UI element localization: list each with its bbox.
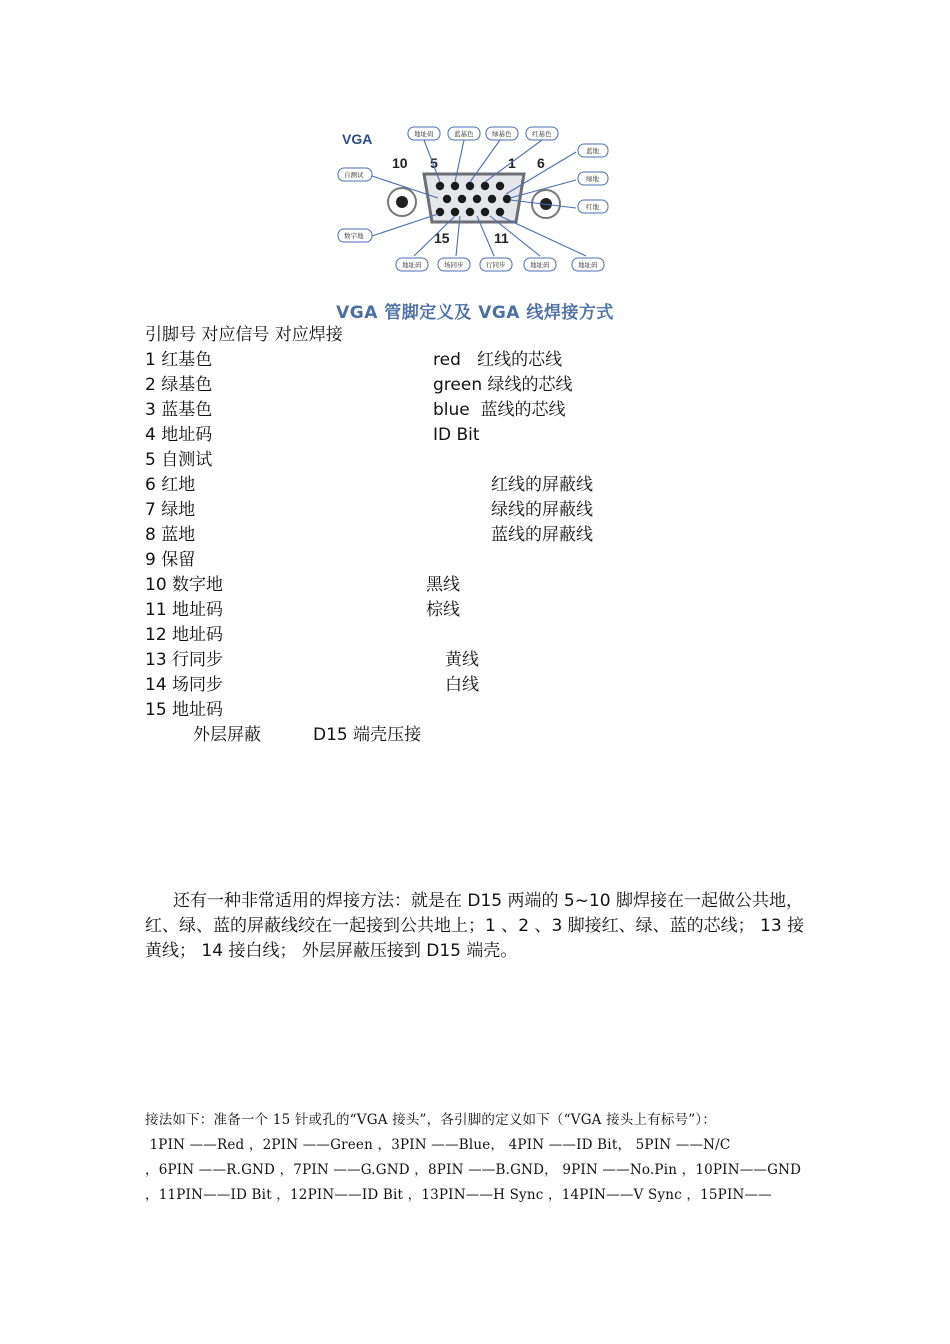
pin-number-label: 5 (430, 155, 438, 171)
vga-connector-diagram (334, 122, 614, 277)
pin-number-label: 15 (434, 230, 450, 246)
screw-left-icon (388, 188, 416, 216)
table-row-signal: 10 数字地 (145, 575, 224, 595)
diagram-label: 绿地 (586, 175, 599, 183)
table-row-signal: 4 地址码 (145, 425, 213, 445)
diagram-label: 地址码 (414, 130, 434, 138)
table-row-wire: 黄线 (445, 650, 479, 670)
shield-label: 外层屏蔽 (193, 725, 261, 745)
table-row-signal: 3 蓝基色 (145, 400, 213, 420)
table-row-signal: 11 地址码 (145, 600, 224, 620)
table-row-signal: 7 绿地 (145, 500, 196, 520)
table-row-wire: 白线 (445, 675, 479, 695)
page-title: VGA 管脚定义及 VGA 线焊接方式 (336, 303, 614, 323)
diagram-label: 场同步 (444, 261, 464, 269)
diagram-label: 红基色 (532, 130, 552, 138)
diagram-label: 蓝地 (586, 147, 599, 155)
table-row-wire: 绿线的屏蔽线 (491, 500, 593, 520)
table-row-signal: 12 地址码 (145, 625, 224, 645)
diagram-label: 地址码 (402, 261, 422, 269)
diagram-label: 地址码 (578, 261, 598, 269)
table-row-signal: 8 蓝地 (145, 525, 196, 545)
pinout-line: ，6PIN ——R.GND ，7PIN ——G.GND ，8PIN ——B.GND， 9PIN ——No.Pin ，10PIN——GND (145, 1162, 802, 1178)
table-row-wire: 蓝线的屏蔽线 (491, 525, 593, 545)
diagram-label: 自测试 (344, 171, 364, 179)
table-row-wire: 黑线 (426, 575, 460, 595)
diagram-label: 数字地 (344, 232, 364, 240)
shield-wire: D15 端壳压接 (313, 725, 422, 745)
pinout-line: ，11PIN——ID Bit ，12PIN——ID Bit ，13PIN——H Sync ，14PIN——V Sync ，15PIN—— (145, 1187, 772, 1203)
table-row-wire: 红线的屏蔽线 (491, 475, 593, 495)
pinout-line: 接法如下：准备一个 15 针或孔的“VGA 接头”，各引脚的定义如下（“VGA 接头上有标号”）： (145, 1112, 717, 1128)
table-row-signal: 13 行同步 (145, 650, 224, 670)
pin-number-label: 1 (508, 155, 516, 171)
diagram-label: 蓝基色 (454, 130, 474, 138)
table-header: 引脚号 对应信号 对应焊接 (145, 325, 343, 345)
table-row-signal: 6 红地 (145, 475, 196, 495)
pinout-line: 1PIN ——Red ，2PIN ——Green ，3PIN ——Blue， 4PIN ——ID Bit， 5PIN ——N/C (145, 1137, 731, 1153)
pin-number-label: 6 (537, 155, 545, 171)
table-row-wire: red 红线的芯线 (433, 350, 563, 370)
diagram-title: VGA (342, 131, 373, 147)
table-row-signal: 5 自测试 (145, 450, 213, 470)
pin-number-label: 10 (392, 155, 408, 171)
table-row-signal: 15 地址码 (145, 700, 224, 720)
table-row-wire: ID Bit (433, 425, 480, 445)
table-row-wire: blue 蓝线的芯线 (433, 400, 566, 420)
table-row-wire: green 绿线的芯线 (433, 375, 573, 395)
method-paragraph (145, 889, 810, 964)
table-row-signal: 2 绿基色 (145, 375, 213, 395)
diagram-label: 绿基色 (492, 130, 512, 138)
table-row-signal: 1 红基色 (145, 350, 213, 370)
pin-number-label: 11 (494, 230, 509, 246)
diagram-label: 红地 (586, 203, 599, 211)
table-row-signal: 14 场同步 (145, 675, 224, 695)
method-paragraph-text: 还有一种非常适用的焊接方法：就是在 D15 两端的 5~10 脚焊接在一起做公共地，红、绿、蓝的屏蔽线绞在一起接到公共地上；1 、2 、3 脚接红、绿、蓝的芯线； 13 接黄线； 14 接白线； 外层屏蔽压接到 D15 端壳。 (145, 891, 805, 961)
diagram-label: 地址码 (530, 261, 550, 269)
table-row-signal: 9 保留 (145, 550, 196, 570)
diagram-label: 行同步 (486, 261, 506, 269)
table-row-wire: 棕线 (426, 600, 460, 620)
